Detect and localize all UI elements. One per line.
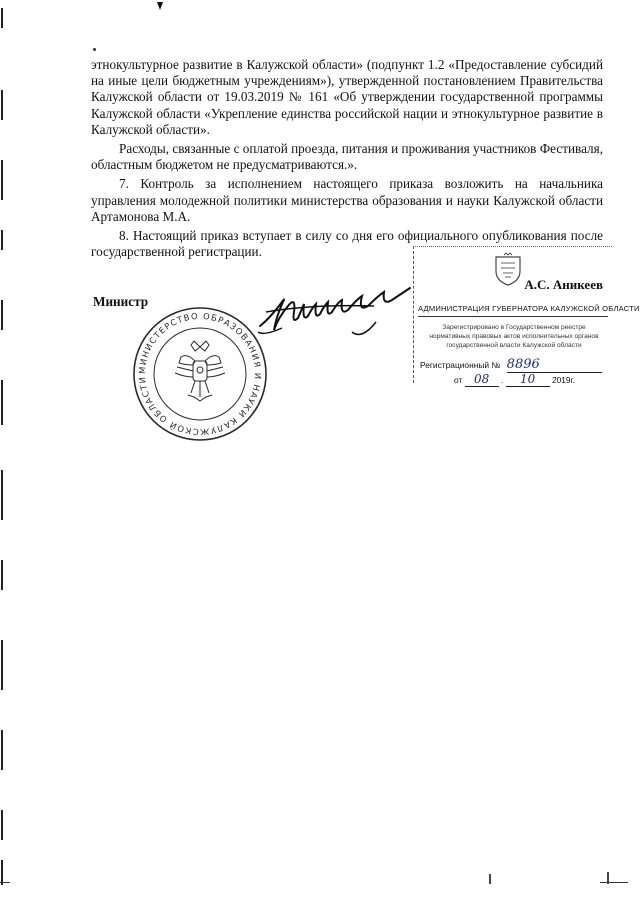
reg-label: Регистрационный № xyxy=(420,360,501,370)
coat-of-arms-icon xyxy=(493,253,523,287)
scan-dot xyxy=(93,48,96,51)
date-day: 08 xyxy=(474,372,490,386)
date-day-line xyxy=(465,372,499,387)
official-seal xyxy=(131,305,269,443)
paragraph-expenses: Расходы, связанные с оплатой проезда, питания и проживания участников Фестиваля, областным бюджетом не предусматриваются.». xyxy=(91,141,603,173)
page-left-edge xyxy=(0,0,3,899)
date-separator: . xyxy=(500,375,504,385)
edge-mark xyxy=(1,730,3,770)
paragraph-item-8: 8. Настоящий приказ вступает в силу со дня его официального опубликования после государственной регистрации. xyxy=(91,228,603,260)
scan-edge-line xyxy=(600,882,628,883)
edge-mark xyxy=(1,380,3,425)
date-year: 2019 xyxy=(551,375,571,385)
edge-mark xyxy=(1,90,3,120)
date-month-line xyxy=(506,372,550,387)
scan-edge-line xyxy=(0,882,10,883)
edge-mark xyxy=(1,230,3,250)
double-headed-eagle-icon xyxy=(175,341,225,401)
stamp-header: АДМИНИСТРАЦИЯ ГУБЕРНАТОРА КАЛУЖСКОЙ ОБЛАСТИ xyxy=(418,304,608,317)
edge-mark xyxy=(1,640,3,690)
signatory-name: А.С. Аникеев xyxy=(524,277,603,292)
document-body xyxy=(91,57,603,263)
edge-mark xyxy=(1,470,3,520)
stamp-registration-number xyxy=(420,357,610,373)
svg-text:МИНИСТЕРСТВО ОБРАЗОВАНИЯ И НАУ xyxy=(137,311,263,437)
signatory-title: Министр xyxy=(93,294,149,309)
date-suffix: г. xyxy=(570,375,575,385)
date-prefix: от xyxy=(454,375,463,385)
stamp-body: Зарегистрировано в Государственном реестре нормативных правовых актов исполнительных органов государственной власти Калужской области xyxy=(429,324,599,349)
scan-mark xyxy=(489,874,491,884)
paragraph-item-7: 7. Контроль за исполнением настоящего приказа возложить на начальника управления молодежной политики министерства образования и науки Калужской области Артамонова М.А. xyxy=(91,176,603,224)
edge-mark xyxy=(1,300,3,330)
stamp-date xyxy=(454,372,604,387)
edge-mark xyxy=(1,560,3,590)
paragraph-continuation: этнокультурное развитие в Калужской области» (подпункт 1.2 «Предоставление субсидий на иные цели бюджетным учреждениям»), утвержденной постановлением Правительства Калужской области от 19.03.2019 № 161 «Об утверждении государственной программы Калужской области «Укрепление единства российской нации и этнокультурное развитие в Калужской области». xyxy=(91,57,603,137)
seal-ring-text: МИНИСТЕРСТВО ОБРАЗОВАНИЯ И НАУКИ КАЛУЖСКОЙ ОБЛАСТИ xyxy=(136,310,264,438)
reg-number: 8896 xyxy=(507,357,602,373)
signature-block xyxy=(93,277,603,314)
edge-mark xyxy=(1,160,3,200)
edge-mark xyxy=(1,8,3,28)
scan-mark xyxy=(157,2,163,10)
scan-mark xyxy=(607,872,609,884)
date-month: 10 xyxy=(519,372,536,386)
edge-mark xyxy=(1,810,3,840)
